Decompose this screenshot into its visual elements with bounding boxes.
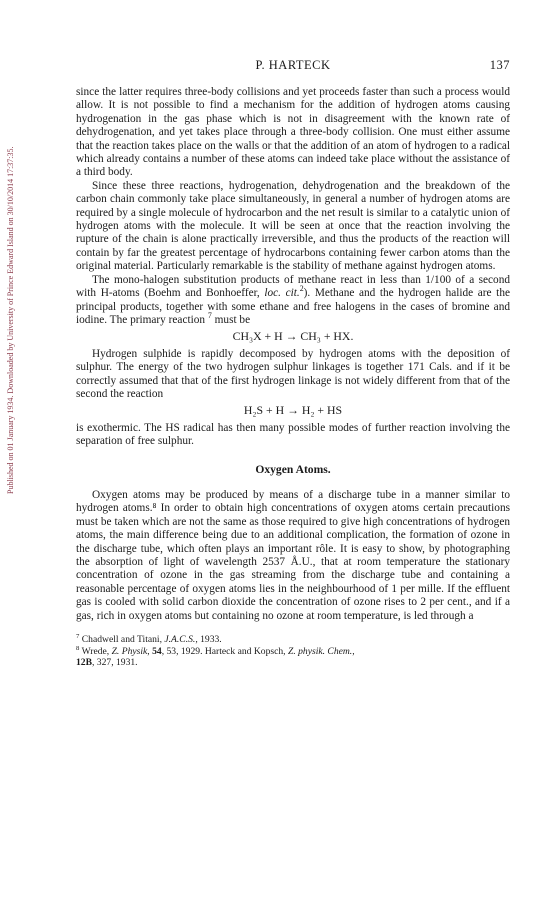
section-heading-oxygen-atoms: Oxygen Atoms. bbox=[255, 462, 331, 476]
download-watermark: Published on 01 January 1934. Downloaded by University of Prince Edward Island on 30/10/2014 17:37:35. bbox=[6, 146, 15, 494]
footnote-8-details-2: , 327, 1931. bbox=[92, 657, 138, 669]
p3-text-a: The mono-halogen substitution products of methane react in less than 1/100 of a second with H-atoms (Boehm and Bonhoeffer, bbox=[76, 273, 510, 300]
header-author: P. HARTECK bbox=[255, 58, 331, 72]
footnote-8-marker: 8 bbox=[76, 644, 80, 652]
footnote-7-journal: J.A.C.S. bbox=[164, 634, 196, 646]
p3-text-b: ). Methane and the hydrogen halide are the principal products, together with some ethane and free halogens in the cases of bromine and iodine. The primary reaction bbox=[76, 287, 510, 326]
paragraph-2: Since these three reactions, hydrogenation, dehydrogenation and the breakdown of the carbon chain commonly take place simultaneously, in general a number of hydrogen atoms are required by a single molecule of hydrocarbon and the net result is similar to a catalytic union of hydrogen atoms with the molecule. It will be seen at once that the reaction involving the rupture of the chain is alone practically irreversible, and thus the products of the reaction will contain by far the greatest percentage of hydrocarbons containing fewer carbon atoms than the original material. Particularly remarkable is the stability of methane against hydrogen atoms. bbox=[76, 179, 510, 273]
reference-7[interactable]: 7 bbox=[207, 311, 212, 321]
footnote-8-comma: , bbox=[352, 645, 355, 657]
equation-hydrogen-sulphide: H₂S + H → H₂ + HS bbox=[243, 403, 343, 418]
reference-2: 2 bbox=[299, 284, 304, 294]
running-header bbox=[76, 58, 510, 76]
footnote-7-marker: 7 bbox=[76, 632, 80, 640]
paragraph-6: Oxygen atoms may be produced by means of a discharge tube in a manner similar to hydrogen atoms.⁸ In order to obtain high concentrations of oxygen atoms certain precautions must be taken which are not the same as those required to give high concentrations of hydrogen atoms, the main difference being due to an additional complication, the formation of ozone in the discharge tube, which often plays an important rôle. It is easy to show, by photographing the absorption of light of wavelength 2537 Å.U., that at room temperature the stationary concentration of ozone in the gas streaming from the discharge tube and containing a reasonable percentage of oxygen atoms lies in the neighbourhood of 1 per mille. If the effluent gas is cooled with solid carbon dioxide the concentration of ozone rises to 2 per cent., and if a gas, rich in oxygen atoms but containing no ozone at room temperature, is led through a bbox=[76, 488, 510, 622]
footnote-8-journal-1: Z. Physik bbox=[111, 645, 148, 657]
paragraph-5: is exothermic. The HS radical has then many possible modes of further reaction involving the separation of free sulphur. bbox=[76, 421, 510, 448]
page-body bbox=[76, 86, 510, 669]
equation-methyl-halide: CH₃X + H → CH₃ + HX. bbox=[232, 329, 354, 344]
footnote-8-volume-2: 12B bbox=[76, 657, 92, 669]
footnote-7 bbox=[76, 634, 510, 646]
footnote-7-details: , 1933. bbox=[195, 634, 222, 646]
footnotes bbox=[76, 634, 510, 669]
footnote-8-volume-1: 54 bbox=[152, 645, 162, 657]
paragraph-1: since the latter requires three-body collisions and yet proceeds faster than such a process would allow. It is not possible to find a mechanism for the addition of hydrogen atoms causing hydrogenation in the gas phase which is not in disagreement with the known rate of dehydrogenation, and yet takes place through a three-body collision. One must either assume that the reaction takes place on the walls or that the addition of an atom of hydrogen to a radical which already contains a number of these atoms can indeed take place without the assistance of a third body. bbox=[76, 86, 510, 179]
citation-loc-cit: loc. cit. bbox=[264, 287, 300, 300]
footnote-8-details-1: , 53, 1929. Harteck and Kopsch, bbox=[161, 645, 288, 657]
footnote-7-authors: Chadwell and Titani, bbox=[81, 634, 165, 646]
footnote-8-journal-2: Z. physik. Chem. bbox=[287, 645, 353, 657]
page-number: 137 bbox=[489, 58, 510, 72]
paragraph-3 bbox=[76, 274, 510, 328]
p3-text-c: must be bbox=[211, 313, 251, 326]
paragraph-4: Hydrogen sulphide is rapidly decomposed by hydrogen atoms with the deposition of sulphur. The energy of the two hydrogen sulphur linkages is together 171 Cals. and if it be correctly assumed that that of the first hydrogen linkage is not widely different from that of the second the reaction bbox=[76, 347, 510, 400]
footnote-8-author-1: Wrede, bbox=[81, 645, 112, 657]
footnote-8: $^8$ Wrede, Z. Physik, 54, 53, 1929. Harteck and Kopsch, Z. physik. Chem., 12B, 327, 1931. bbox=[76, 644, 355, 669]
